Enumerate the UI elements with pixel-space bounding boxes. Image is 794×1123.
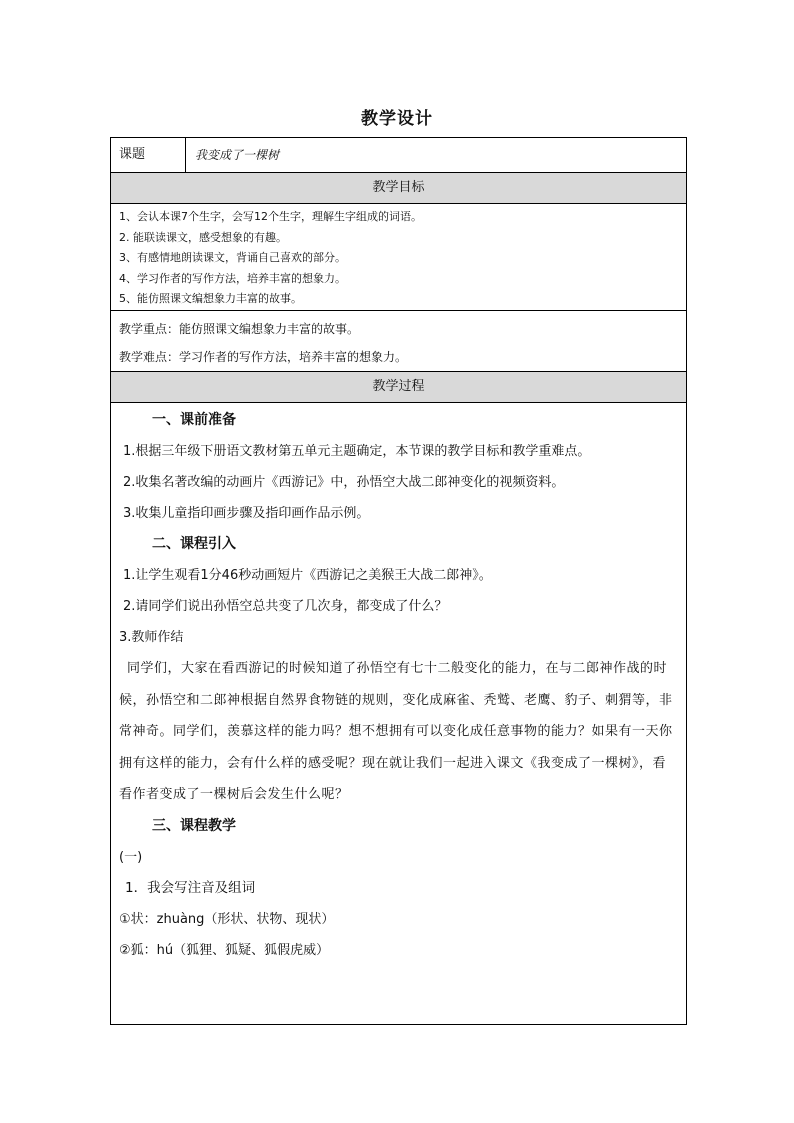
part3-title: 三、课程教学 (152, 817, 236, 834)
topic-label: 课题 (111, 138, 186, 172)
part3-subsection: (一) (119, 849, 143, 865)
part2-title: 二、课程引入 (152, 536, 236, 552)
word-item: ②狐：hú（狐狸、狐疑、狐假虎威） (119, 942, 330, 958)
part2-item: 2.请同学们说出孙悟空总共变了几次身，都变成了什么？ (123, 599, 448, 614)
word-item: ①状：zhuàng（形状、状物、现状） (119, 911, 335, 927)
goal-item: 1、会认本课7个生字，会写12个生字，理解生字组成的词语。 (119, 210, 422, 223)
key-points (111, 311, 686, 372)
part1-item: 1.根据三年级下册语文教材第五单元主题确定，本节课的教学目标和教学重难点。 (123, 444, 591, 459)
topic-value: 我变成了一棵树 (195, 148, 280, 162)
part1-item: 2.收集名著改编的动画片《西游记》中，孙悟空大战二郎神变化的视频资料。 (123, 475, 565, 490)
topic-row (111, 138, 686, 173)
part3-item: 1．我会写注音及组词 (125, 879, 256, 896)
teaching-difficulty: 教学难点：学习作者的写作方法，培养丰富的想象力。 (119, 350, 408, 364)
goals-section-header: 教学目标 (111, 173, 686, 204)
process-section-header: 教学过程 (111, 372, 686, 403)
goal-item: 5、能仿照课文编想象力丰富的故事。 (119, 292, 302, 305)
part1-item: 3.收集儿童指印画步骤及指印画作品示例。 (123, 506, 370, 521)
process-content (111, 403, 686, 1023)
summary-paragraph: 同学们，大家在看西游记的时候知道了孙悟空有七十二般变化的能力，在与二郎神作战的时候，孙悟空和二郎神根据自然界食物链的规则，变化成麻雀、秃鹫、老鹰、豹子、刺猬等，非常神奇。同学们，羡慕这样的能力吗？想不想拥有可以变化成任意事物的能力？如果有一天你拥有这样的能力，会有什么样的感受呢？现在就让我们一起进入课文《我变成了一棵树》，看看作者变成了一棵树后会发生什么呢？ (119, 661, 673, 802)
summary-title: 3.教师作结 (119, 630, 184, 645)
teaching-focus: 教学重点：能仿照课文编想象力丰富的故事。 (119, 322, 360, 336)
goal-item: 3、有感情地朗读课文，背诵自己喜欢的部分。 (119, 251, 346, 264)
lesson-plan-table (110, 137, 687, 1025)
document-title: 教学设计 (361, 109, 433, 129)
part2-item: 1.让学生观看1分46秒动画短片《西游记之美猴王大战二郎神》。 (123, 568, 492, 583)
goal-item: 4、学习作者的写作方法，培养丰富的想象力。 (119, 271, 346, 285)
goal-item: 2. 能联读课文，感受想象的有趣。 (119, 230, 287, 244)
goals-list (111, 204, 686, 311)
part1-title: 一、课前准备 (152, 412, 236, 428)
